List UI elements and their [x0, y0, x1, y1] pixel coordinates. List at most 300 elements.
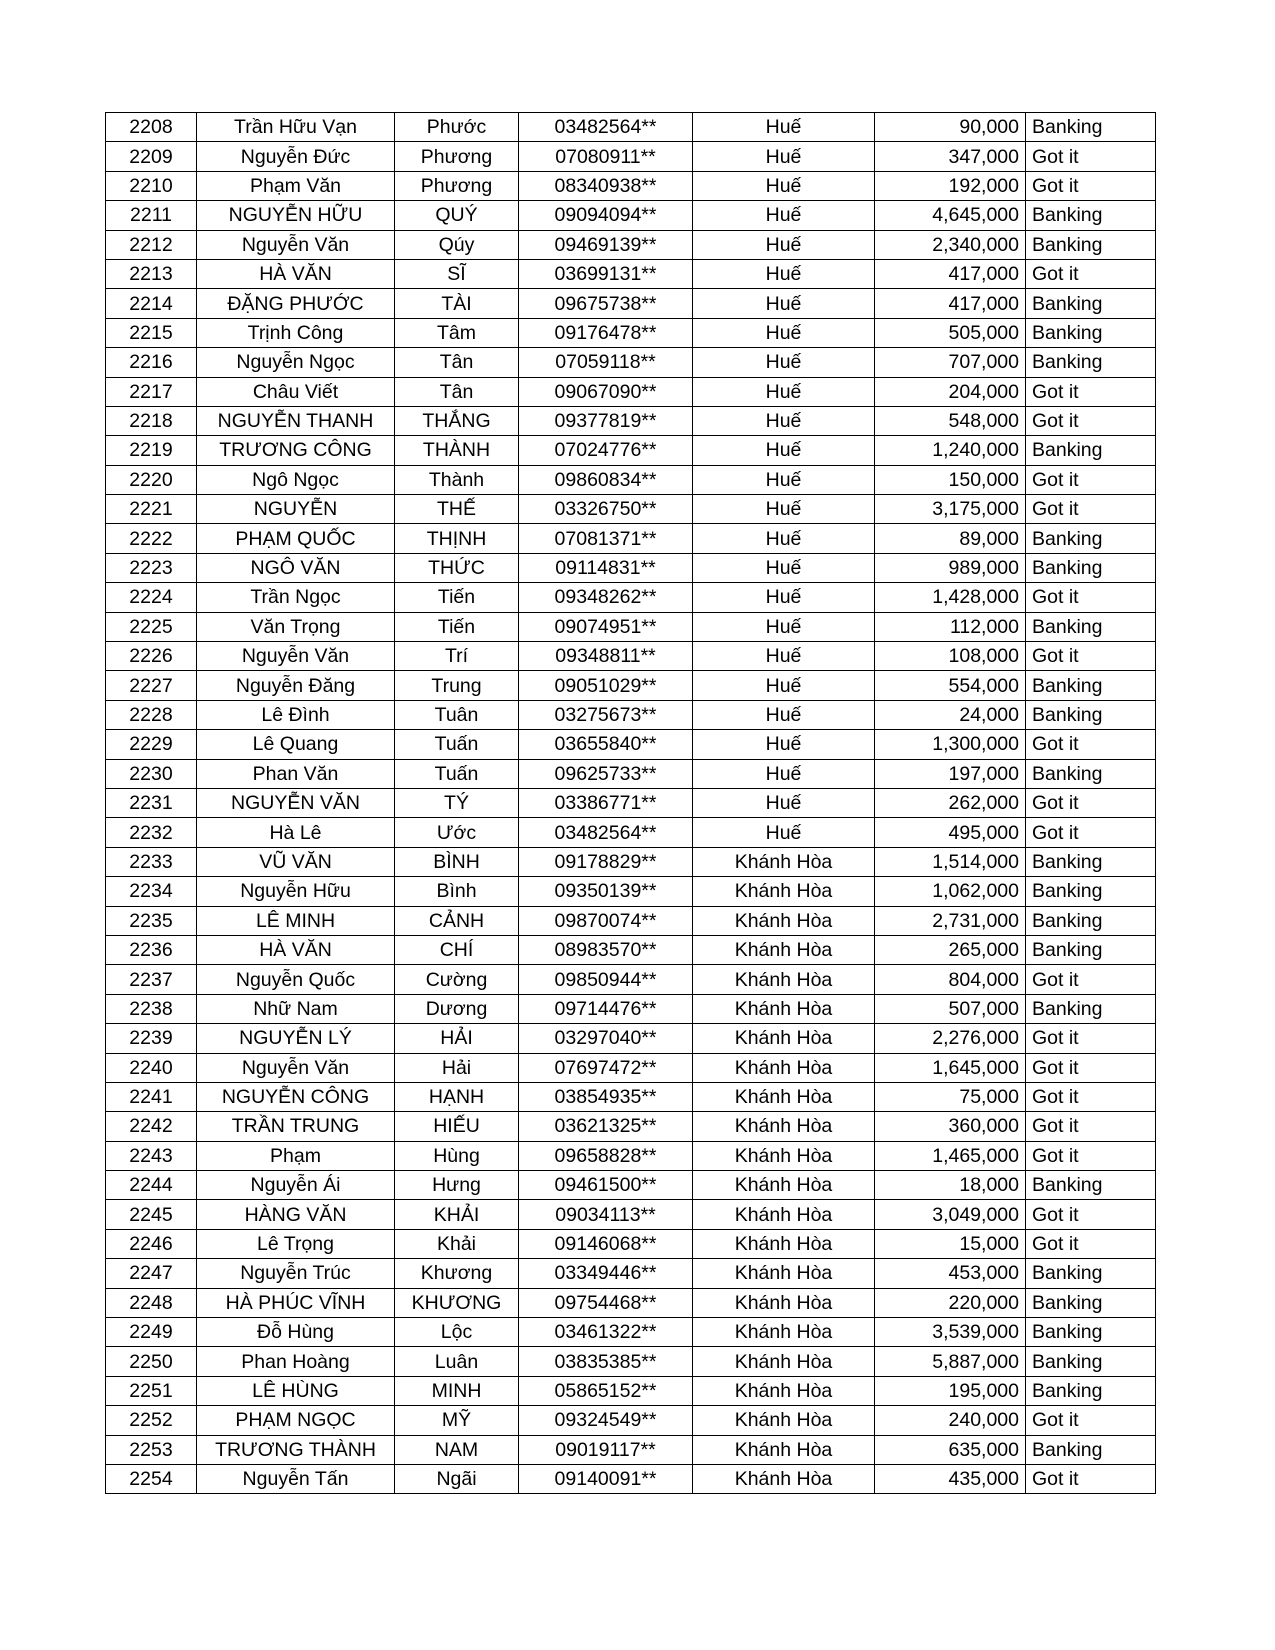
row-number-cell: 2211 — [106, 201, 197, 230]
row-number-cell: 2222 — [106, 524, 197, 553]
row-number-cell: 2214 — [106, 289, 197, 318]
province-cell: Khánh Hòa — [693, 877, 875, 906]
row-number-cell: 2242 — [106, 1112, 197, 1141]
last-name-cell: Đỗ Hùng — [197, 1318, 395, 1347]
first-name-cell: Tuân — [395, 700, 519, 729]
payment-method-cell: Banking — [1026, 700, 1156, 729]
first-name-cell: Dương — [395, 994, 519, 1023]
amount-cell: 195,000 — [875, 1376, 1026, 1405]
payment-method-cell: Banking — [1026, 1347, 1156, 1376]
province-cell: Huế — [693, 230, 875, 259]
last-name-cell: Lê Quang — [197, 730, 395, 759]
payment-method-cell: Got it — [1026, 377, 1156, 406]
row-number-cell: 2227 — [106, 671, 197, 700]
first-name-cell: Ngãi — [395, 1464, 519, 1493]
last-name-cell: NGUYỄN CÔNG — [197, 1082, 395, 1111]
payment-method-cell: Got it — [1026, 730, 1156, 759]
amount-cell: 4,645,000 — [875, 201, 1026, 230]
table-row — [106, 1229, 1156, 1258]
last-name-cell: LÊ HÙNG — [197, 1376, 395, 1405]
first-name-cell: QUÝ — [395, 201, 519, 230]
phone-cell: 09850944** — [519, 965, 693, 994]
table-row — [106, 759, 1156, 788]
first-name-cell: THỊNH — [395, 524, 519, 553]
last-name-cell: NGUYỄN VĂN — [197, 788, 395, 817]
amount-cell: 1,514,000 — [875, 847, 1026, 876]
amount-cell: 2,731,000 — [875, 906, 1026, 935]
table-row — [106, 994, 1156, 1023]
table-row — [106, 436, 1156, 465]
phone-cell: 07024776** — [519, 436, 693, 465]
table-row — [106, 201, 1156, 230]
first-name-cell: MỸ — [395, 1406, 519, 1435]
first-name-cell: Tiến — [395, 612, 519, 641]
payment-method-cell: Banking — [1026, 1288, 1156, 1317]
table-row — [106, 348, 1156, 377]
province-cell: Khánh Hòa — [693, 1288, 875, 1317]
row-number-cell: 2239 — [106, 1024, 197, 1053]
payment-method-cell: Banking — [1026, 1376, 1156, 1405]
row-number-cell: 2244 — [106, 1171, 197, 1200]
phone-cell: 03482564** — [519, 113, 693, 142]
payment-method-cell: Banking — [1026, 759, 1156, 788]
amount-cell: 417,000 — [875, 259, 1026, 288]
amount-cell: 89,000 — [875, 524, 1026, 553]
amount-cell: 220,000 — [875, 1288, 1026, 1317]
row-number-cell: 2220 — [106, 465, 197, 494]
province-cell: Huế — [693, 553, 875, 582]
phone-cell: 09469139** — [519, 230, 693, 259]
phone-cell: 03326750** — [519, 495, 693, 524]
province-cell: Huế — [693, 436, 875, 465]
table-row — [106, 1259, 1156, 1288]
payment-method-cell: Got it — [1026, 171, 1156, 200]
last-name-cell: Nhữ Nam — [197, 994, 395, 1023]
row-number-cell: 2215 — [106, 318, 197, 347]
phone-cell: 09754468** — [519, 1288, 693, 1317]
province-cell: Khánh Hòa — [693, 1024, 875, 1053]
first-name-cell: Tân — [395, 377, 519, 406]
row-number-cell: 2208 — [106, 113, 197, 142]
first-name-cell: Phương — [395, 171, 519, 200]
payment-method-cell: Banking — [1026, 1259, 1156, 1288]
province-cell: Huế — [693, 377, 875, 406]
phone-cell: 09034113** — [519, 1200, 693, 1229]
payout-table — [105, 112, 1156, 1494]
amount-cell: 240,000 — [875, 1406, 1026, 1435]
payment-method-cell: Got it — [1026, 1200, 1156, 1229]
first-name-cell: CẢNH — [395, 906, 519, 935]
payment-method-cell: Got it — [1026, 1112, 1156, 1141]
last-name-cell: Lê Đình — [197, 700, 395, 729]
payment-method-cell: Banking — [1026, 436, 1156, 465]
first-name-cell: Luân — [395, 1347, 519, 1376]
last-name-cell: Nguyễn Quốc — [197, 965, 395, 994]
amount-cell: 1,645,000 — [875, 1053, 1026, 1082]
amount-cell: 265,000 — [875, 935, 1026, 964]
province-cell: Khánh Hòa — [693, 965, 875, 994]
first-name-cell: BÌNH — [395, 847, 519, 876]
last-name-cell: Châu Viết — [197, 377, 395, 406]
first-name-cell: KHƯƠNG — [395, 1288, 519, 1317]
payment-method-cell: Got it — [1026, 1141, 1156, 1170]
first-name-cell: Tiến — [395, 583, 519, 612]
amount-cell: 495,000 — [875, 818, 1026, 847]
phone-cell: 08983570** — [519, 935, 693, 964]
row-number-cell: 2225 — [106, 612, 197, 641]
last-name-cell: TRẦN TRUNG — [197, 1112, 395, 1141]
province-cell: Khánh Hòa — [693, 1141, 875, 1170]
table-row — [106, 1082, 1156, 1111]
first-name-cell: Qúy — [395, 230, 519, 259]
table-row — [106, 259, 1156, 288]
table-row — [106, 1376, 1156, 1405]
province-cell: Khánh Hòa — [693, 847, 875, 876]
last-name-cell: Nguyễn Đăng — [197, 671, 395, 700]
last-name-cell: LÊ MINH — [197, 906, 395, 935]
phone-cell: 09714476** — [519, 994, 693, 1023]
phone-cell: 09094094** — [519, 201, 693, 230]
province-cell: Huế — [693, 730, 875, 759]
row-number-cell: 2236 — [106, 935, 197, 964]
phone-cell: 09860834** — [519, 465, 693, 494]
payment-method-cell: Banking — [1026, 847, 1156, 876]
province-cell: Huế — [693, 524, 875, 553]
last-name-cell: HÀ VĂN — [197, 935, 395, 964]
amount-cell: 3,175,000 — [875, 495, 1026, 524]
amount-cell: 1,428,000 — [875, 583, 1026, 612]
first-name-cell: Thành — [395, 465, 519, 494]
amount-cell: 1,062,000 — [875, 877, 1026, 906]
amount-cell: 507,000 — [875, 994, 1026, 1023]
phone-cell: 09074951** — [519, 612, 693, 641]
payment-method-cell: Banking — [1026, 1435, 1156, 1464]
phone-cell: 03297040** — [519, 1024, 693, 1053]
table-row — [106, 495, 1156, 524]
table-row — [106, 1464, 1156, 1493]
table-row — [106, 289, 1156, 318]
phone-cell: 09350139** — [519, 877, 693, 906]
row-number-cell: 2217 — [106, 377, 197, 406]
last-name-cell: Trần Ngọc — [197, 583, 395, 612]
payment-method-cell: Got it — [1026, 406, 1156, 435]
last-name-cell: ĐẶNG PHƯỚC — [197, 289, 395, 318]
province-cell: Huế — [693, 142, 875, 171]
first-name-cell: Khải — [395, 1229, 519, 1258]
table-row — [106, 1200, 1156, 1229]
row-number-cell: 2213 — [106, 259, 197, 288]
amount-cell: 1,300,000 — [875, 730, 1026, 759]
last-name-cell: Nguyễn Ái — [197, 1171, 395, 1200]
row-number-cell: 2235 — [106, 906, 197, 935]
province-cell: Huế — [693, 671, 875, 700]
amount-cell: 707,000 — [875, 348, 1026, 377]
table-row — [106, 171, 1156, 200]
payment-method-cell: Got it — [1026, 142, 1156, 171]
last-name-cell: PHẠM NGỌC — [197, 1406, 395, 1435]
province-cell: Khánh Hòa — [693, 906, 875, 935]
table-row — [106, 318, 1156, 347]
phone-cell: 09377819** — [519, 406, 693, 435]
phone-cell: 09051029** — [519, 671, 693, 700]
phone-cell: 05865152** — [519, 1376, 693, 1405]
province-cell: Huế — [693, 642, 875, 671]
table-row — [106, 1318, 1156, 1347]
phone-cell: 09324549** — [519, 1406, 693, 1435]
first-name-cell: THẮNG — [395, 406, 519, 435]
amount-cell: 90,000 — [875, 113, 1026, 142]
payment-method-cell: Banking — [1026, 201, 1156, 230]
first-name-cell: Tuấn — [395, 759, 519, 788]
phone-cell: 03386771** — [519, 788, 693, 817]
row-number-cell: 2219 — [106, 436, 197, 465]
row-number-cell: 2230 — [106, 759, 197, 788]
row-number-cell: 2248 — [106, 1288, 197, 1317]
payment-method-cell: Banking — [1026, 289, 1156, 318]
first-name-cell: HIẾU — [395, 1112, 519, 1141]
table-row — [106, 524, 1156, 553]
row-number-cell: 2246 — [106, 1229, 197, 1258]
row-number-cell: 2253 — [106, 1435, 197, 1464]
first-name-cell: HẢI — [395, 1024, 519, 1053]
row-number-cell: 2245 — [106, 1200, 197, 1229]
row-number-cell: 2229 — [106, 730, 197, 759]
amount-cell: 197,000 — [875, 759, 1026, 788]
last-name-cell: Phạm Văn — [197, 171, 395, 200]
payment-method-cell: Banking — [1026, 612, 1156, 641]
last-name-cell: VŨ VĂN — [197, 847, 395, 876]
province-cell: Khánh Hòa — [693, 1406, 875, 1435]
payment-method-cell: Banking — [1026, 348, 1156, 377]
amount-cell: 192,000 — [875, 171, 1026, 200]
province-cell: Huế — [693, 348, 875, 377]
amount-cell: 1,240,000 — [875, 436, 1026, 465]
province-cell: Khánh Hòa — [693, 935, 875, 964]
phone-cell: 09675738** — [519, 289, 693, 318]
province-cell: Khánh Hòa — [693, 1376, 875, 1405]
amount-cell: 204,000 — [875, 377, 1026, 406]
table-row — [106, 1171, 1156, 1200]
first-name-cell: Hải — [395, 1053, 519, 1082]
table-row — [106, 583, 1156, 612]
phone-cell: 08340938** — [519, 171, 693, 200]
last-name-cell: Trần Hữu Vạn — [197, 113, 395, 142]
last-name-cell: Nguyễn Tấn — [197, 1464, 395, 1493]
last-name-cell: Phan Văn — [197, 759, 395, 788]
province-cell: Huế — [693, 289, 875, 318]
first-name-cell: THỨC — [395, 553, 519, 582]
table-row — [106, 113, 1156, 142]
row-number-cell: 2218 — [106, 406, 197, 435]
amount-cell: 417,000 — [875, 289, 1026, 318]
table-row — [106, 877, 1156, 906]
payment-method-cell: Got it — [1026, 495, 1156, 524]
payment-method-cell: Got it — [1026, 788, 1156, 817]
payment-method-cell: Banking — [1026, 1171, 1156, 1200]
first-name-cell: THẾ — [395, 495, 519, 524]
first-name-cell: NAM — [395, 1435, 519, 1464]
first-name-cell: Trung — [395, 671, 519, 700]
amount-cell: 108,000 — [875, 642, 1026, 671]
phone-cell: 09176478** — [519, 318, 693, 347]
last-name-cell: NGUYỄN — [197, 495, 395, 524]
last-name-cell: NGÔ VĂN — [197, 553, 395, 582]
last-name-cell: TRƯƠNG CÔNG — [197, 436, 395, 465]
phone-cell: 09146068** — [519, 1229, 693, 1258]
first-name-cell: Tuấn — [395, 730, 519, 759]
phone-cell: 03835385** — [519, 1347, 693, 1376]
phone-cell: 09114831** — [519, 553, 693, 582]
row-number-cell: 2221 — [106, 495, 197, 524]
phone-cell: 03461322** — [519, 1318, 693, 1347]
payment-method-cell: Got it — [1026, 465, 1156, 494]
table-row — [106, 935, 1156, 964]
first-name-cell: MINH — [395, 1376, 519, 1405]
row-number-cell: 2241 — [106, 1082, 197, 1111]
amount-cell: 505,000 — [875, 318, 1026, 347]
payment-method-cell: Banking — [1026, 524, 1156, 553]
table-row — [106, 377, 1156, 406]
amount-cell: 3,539,000 — [875, 1318, 1026, 1347]
last-name-cell: NGUYỄN HỮU — [197, 201, 395, 230]
amount-cell: 262,000 — [875, 788, 1026, 817]
phone-cell: 03699131** — [519, 259, 693, 288]
table-row — [106, 1435, 1156, 1464]
first-name-cell: Ước — [395, 818, 519, 847]
payment-method-cell: Banking — [1026, 935, 1156, 964]
payment-method-cell: Banking — [1026, 1318, 1156, 1347]
table-row — [106, 906, 1156, 935]
province-cell: Huế — [693, 759, 875, 788]
province-cell: Huế — [693, 495, 875, 524]
phone-cell: 03655840** — [519, 730, 693, 759]
phone-cell: 03349446** — [519, 1259, 693, 1288]
province-cell: Huế — [693, 113, 875, 142]
row-number-cell: 2231 — [106, 788, 197, 817]
last-name-cell: Nguyễn Đức — [197, 142, 395, 171]
payment-method-cell: Banking — [1026, 877, 1156, 906]
province-cell: Huế — [693, 700, 875, 729]
row-number-cell: 2216 — [106, 348, 197, 377]
amount-cell: 1,465,000 — [875, 1141, 1026, 1170]
amount-cell: 435,000 — [875, 1464, 1026, 1493]
last-name-cell: Phạm — [197, 1141, 395, 1170]
row-number-cell: 2252 — [106, 1406, 197, 1435]
province-cell: Khánh Hòa — [693, 1318, 875, 1347]
table-row — [106, 142, 1156, 171]
amount-cell: 75,000 — [875, 1082, 1026, 1111]
province-cell: Khánh Hòa — [693, 1435, 875, 1464]
province-cell: Khánh Hòa — [693, 1082, 875, 1111]
payment-method-cell: Banking — [1026, 230, 1156, 259]
first-name-cell: HẠNH — [395, 1082, 519, 1111]
row-number-cell: 2232 — [106, 818, 197, 847]
last-name-cell: NGUYỄN THANH — [197, 406, 395, 435]
amount-cell: 548,000 — [875, 406, 1026, 435]
province-cell: Huế — [693, 612, 875, 641]
first-name-cell: KHẢI — [395, 1200, 519, 1229]
table-row — [106, 700, 1156, 729]
phone-cell: 09178829** — [519, 847, 693, 876]
payment-method-cell: Got it — [1026, 1406, 1156, 1435]
first-name-cell: Trí — [395, 642, 519, 671]
last-name-cell: Trịnh Công — [197, 318, 395, 347]
row-number-cell: 2212 — [106, 230, 197, 259]
amount-cell: 150,000 — [875, 465, 1026, 494]
amount-cell: 453,000 — [875, 1259, 1026, 1288]
last-name-cell: TRƯƠNG THÀNH — [197, 1435, 395, 1464]
row-number-cell: 2224 — [106, 583, 197, 612]
amount-cell: 2,276,000 — [875, 1024, 1026, 1053]
last-name-cell: Nguyễn Văn — [197, 1053, 395, 1082]
row-number-cell: 2234 — [106, 877, 197, 906]
phone-cell: 07081371** — [519, 524, 693, 553]
last-name-cell: PHẠM QUỐC — [197, 524, 395, 553]
first-name-cell: Phương — [395, 142, 519, 171]
payment-method-cell: Banking — [1026, 113, 1156, 142]
phone-cell: 09658828** — [519, 1141, 693, 1170]
payment-method-cell: Banking — [1026, 318, 1156, 347]
amount-cell: 24,000 — [875, 700, 1026, 729]
phone-cell: 09348262** — [519, 583, 693, 612]
province-cell: Khánh Hòa — [693, 994, 875, 1023]
first-name-cell: Khương — [395, 1259, 519, 1288]
row-number-cell: 2226 — [106, 642, 197, 671]
phone-cell: 03275673** — [519, 700, 693, 729]
row-number-cell: 2237 — [106, 965, 197, 994]
row-number-cell: 2247 — [106, 1259, 197, 1288]
amount-cell: 5,887,000 — [875, 1347, 1026, 1376]
table-row — [106, 612, 1156, 641]
province-cell: Huế — [693, 465, 875, 494]
table-row — [106, 965, 1156, 994]
amount-cell: 15,000 — [875, 1229, 1026, 1258]
table-row — [106, 553, 1156, 582]
payment-method-cell: Got it — [1026, 1229, 1156, 1258]
province-cell: Khánh Hòa — [693, 1229, 875, 1258]
table-row — [106, 1112, 1156, 1141]
province-cell: Huế — [693, 259, 875, 288]
phone-cell: 09461500** — [519, 1171, 693, 1200]
first-name-cell: Lộc — [395, 1318, 519, 1347]
payment-method-cell: Banking — [1026, 553, 1156, 582]
phone-cell: 03482564** — [519, 818, 693, 847]
table-row — [106, 1024, 1156, 1053]
table-row — [106, 230, 1156, 259]
province-cell: Huế — [693, 318, 875, 347]
phone-cell: 09019117** — [519, 1435, 693, 1464]
row-number-cell: 2210 — [106, 171, 197, 200]
table-row — [106, 1288, 1156, 1317]
payment-method-cell: Got it — [1026, 1464, 1156, 1493]
table-row — [106, 788, 1156, 817]
last-name-cell: Nguyễn Văn — [197, 642, 395, 671]
payment-method-cell: Got it — [1026, 1082, 1156, 1111]
province-cell: Huế — [693, 406, 875, 435]
payment-method-cell: Got it — [1026, 1053, 1156, 1082]
last-name-cell: Văn Trọng — [197, 612, 395, 641]
payment-method-cell: Got it — [1026, 259, 1156, 288]
table-row — [106, 465, 1156, 494]
amount-cell: 347,000 — [875, 142, 1026, 171]
row-number-cell: 2238 — [106, 994, 197, 1023]
last-name-cell: Nguyễn Trúc — [197, 1259, 395, 1288]
first-name-cell: THÀNH — [395, 436, 519, 465]
payment-method-cell: Got it — [1026, 965, 1156, 994]
province-cell: Khánh Hòa — [693, 1464, 875, 1493]
last-name-cell: Nguyễn Ngọc — [197, 348, 395, 377]
province-cell: Huế — [693, 818, 875, 847]
